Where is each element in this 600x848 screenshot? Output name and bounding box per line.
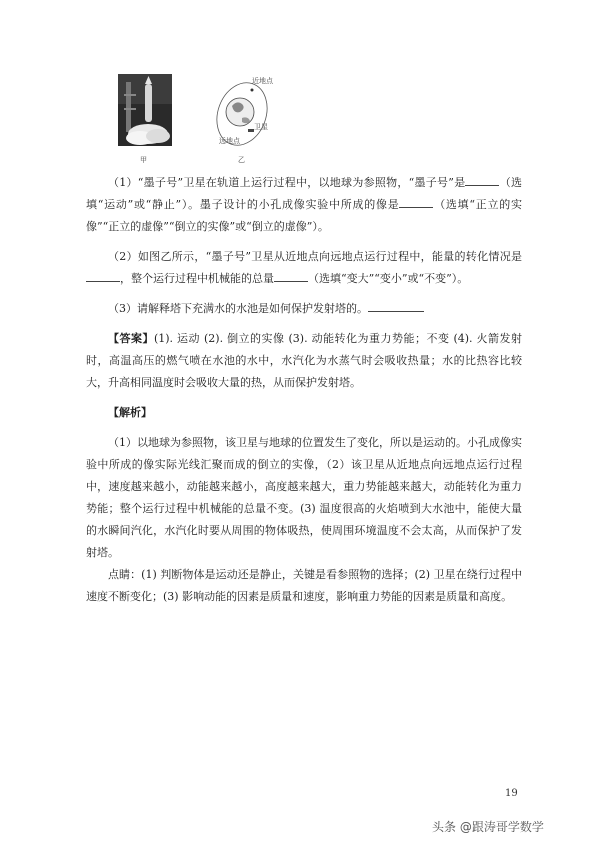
figure-area <box>118 74 288 166</box>
analysis-heading: 【解析】 <box>108 406 152 419</box>
analysis-text: （1）以地球为参照物，该卫星与地球的位置发生了变化，所以是运动的。小孔成像实验中所成的像实际光线汇聚而成的倒立的实像，（2）该卫星从近地点向远地点运行过程中，速度越来越小，动能越来越小，高度越来越大，重力势能越来越大，动能转化为重力势能；整个运行过程中机械能的总量不变。(3) 温度很高的火焰喷到大水池中，能使大量的水瞬间汽化，水汽化时要从周围的物体吸热，使周围环境温度不会太高，从而保护了发射塔。 <box>86 436 522 559</box>
question-1: （1）“墨子号”卫星在轨道上运行过程中，以地球为参照物，“墨子号”是 （选填“运动”或“静止”）。墨子设计的小孔成像实验中所成的像是 （选填“正立的实像”“正立的虚像”“倒立的实像”或“倒立的虚像”）。 <box>86 176 522 233</box>
answer-tag: 【答案】 <box>108 332 154 345</box>
rocket-launch-photo <box>118 74 172 146</box>
question-2: （2）如图乙所示，“墨子号”卫星从近地点向远地点运行过程中，能量的转化情况是，整个运行过程中机械能的总量 （选填“变大”“变小”或“不变”）。 <box>86 246 522 290</box>
answer-blank <box>465 175 499 186</box>
answer-section <box>86 328 522 394</box>
satellite-label: 卫星 <box>254 123 268 131</box>
answer-blank <box>399 197 433 208</box>
figure-caption-yi: 乙 <box>238 156 245 164</box>
document-body <box>86 172 522 608</box>
question-3: （3）请解释塔下充满水的水池是如何保护发射塔的。 <box>86 298 522 320</box>
page-number: 19 <box>505 788 518 799</box>
far-point-label: 远地点 <box>219 137 240 145</box>
watermark: 头条 @跟涛哥学数学 <box>432 820 544 834</box>
tips-text: 点睛：(1) 判断物体是运动还是静止，关键是看参照物的选择；(2) 卫星在绕行过程中速度不断变化；(3) 影响动能的因素是质量和速度，影响重力势能的因素是质量和高度。 <box>86 568 522 603</box>
answer-blank <box>368 301 424 312</box>
answer-text: (1). 运动 (2). 倒立的实像 (3). 动能转化为重力势能；不变 (4). 火箭发射时，高温高压的燃气喷在水池的水中，水汽化为水蒸气时会吸收热量；水的比热容比较大，升高相同温度时会吸收大量的热，从而保护发射塔。 <box>86 332 522 389</box>
answer-blank <box>86 271 120 282</box>
figure-caption-jia: 甲 <box>140 156 147 164</box>
near-point-label: 近地点 <box>252 77 273 85</box>
answer-blank <box>274 271 308 282</box>
